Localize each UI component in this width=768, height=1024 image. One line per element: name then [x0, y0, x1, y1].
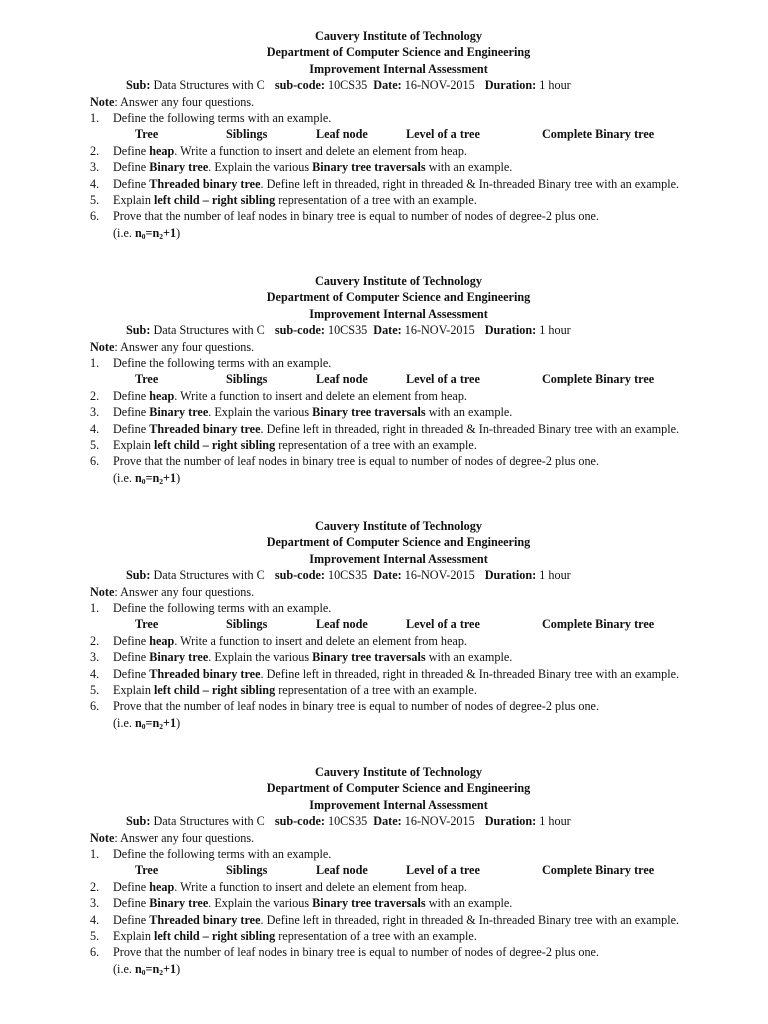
duration-value: 1 hour: [539, 78, 571, 93]
question-text-part: Explain: [113, 438, 154, 453]
question-text-part: . Define left in threaded, right in threaded & In-threaded Binary tree with an example.: [260, 421, 680, 436]
institute-name: Cauvery Institute of Technology: [315, 274, 482, 288]
question-5: [90, 437, 710, 453]
term-siblings: Siblings: [226, 127, 268, 142]
question-text-part: representation of a tree with an example.: [275, 683, 477, 698]
question-text-part: Define: [113, 879, 150, 894]
question-4: [90, 912, 710, 928]
term-leaf-node: Leaf node: [316, 372, 368, 387]
question-text-part: . Define left in threaded, right in threaded & In-threaded Binary tree with an example.: [260, 176, 680, 191]
exam-details-line: [90, 322, 710, 338]
question-keyword: Binary tree: [149, 650, 209, 665]
question-keyword: Threaded binary tree: [149, 912, 261, 927]
formula-plus-one: +1: [163, 225, 177, 240]
question-number: 2.: [90, 143, 100, 158]
term-complete-binary-tree: Complete Binary tree: [542, 127, 655, 142]
question-number: 6.: [90, 699, 100, 714]
question-keyword: heap: [149, 143, 175, 158]
question-number: 4.: [90, 666, 100, 681]
instructions-note: [90, 94, 710, 110]
institute-name: Cauvery Institute of Technology: [315, 29, 482, 43]
question-number: 2.: [90, 879, 100, 894]
formula-subscript-0: 0: [141, 476, 146, 486]
instructions-note: [90, 584, 710, 600]
exam-details-line: [90, 77, 710, 93]
question-text-part: . Explain the various: [208, 160, 313, 175]
subject-value: Data Structures with C: [153, 814, 265, 829]
term-tree: Tree: [135, 863, 159, 878]
question-keyword: left child – right sibling: [153, 683, 276, 698]
question-paper-block: [90, 764, 710, 977]
question-number: 3.: [90, 160, 100, 175]
question-text-part: with an example.: [425, 650, 513, 665]
formula-line: [90, 470, 710, 486]
formula-paren-open: (i.e.: [113, 715, 135, 730]
question-keyword: Binary tree traversals: [312, 405, 426, 420]
question-4: [90, 176, 710, 192]
formula-subscript-2: 2: [159, 967, 164, 977]
term-tree: Tree: [135, 617, 159, 632]
institute-name: Cauvery Institute of Technology: [315, 519, 482, 533]
subject-code-value: 10CS35: [327, 568, 368, 583]
formula-expression: [135, 226, 176, 240]
assessment-title: Improvement Internal Assessment: [309, 797, 488, 812]
question-keyword: Threaded binary tree: [149, 421, 261, 436]
question-text-part: . Explain the various: [208, 650, 313, 665]
exam-details-line: [90, 567, 710, 583]
duration-value: 1 hour: [539, 814, 571, 829]
formula-paren-open: (i.e.: [113, 470, 135, 485]
question-keyword: Threaded binary tree: [149, 176, 261, 191]
question-number: 5.: [90, 193, 100, 208]
subject-code-value: 10CS35: [327, 323, 368, 338]
question-3: [90, 404, 710, 420]
formula-n: n: [135, 470, 142, 485]
terms-row: [90, 862, 710, 878]
subject-label: Sub:: [126, 78, 151, 93]
question-number: 6.: [90, 454, 100, 469]
question-text-part: Define: [113, 896, 150, 911]
question-6: [90, 944, 710, 960]
term-complete-binary-tree: Complete Binary tree: [542, 617, 655, 632]
question-text-part: . Write a function to insert and delete an element from heap.: [174, 879, 467, 894]
formula-subscript-2: 2: [159, 721, 164, 731]
instructions-note: [90, 339, 710, 355]
formula-subscript-0: 0: [141, 231, 146, 241]
formula-expression: [135, 716, 176, 730]
date-label: Date:: [373, 323, 402, 338]
question-text-part: Define: [113, 388, 150, 403]
formula-equals-n: =n: [145, 470, 160, 485]
question-text: Prove that the number of leaf nodes in binary tree is equal to number of nodes of degree-2 plus one.: [113, 945, 600, 960]
note-label: Note: [90, 94, 115, 109]
date-label: Date:: [373, 568, 402, 583]
question-1: [90, 600, 710, 616]
note-text: : Answer any four questions.: [114, 584, 255, 599]
duration-label: Duration:: [484, 78, 537, 93]
question-2: [90, 879, 710, 895]
question-3: [90, 895, 710, 911]
subject-value: Data Structures with C: [153, 78, 265, 93]
question-text-part: Define: [113, 666, 150, 681]
question-text-part: with an example.: [425, 160, 513, 175]
question-5: [90, 928, 710, 944]
note-text: : Answer any four questions.: [114, 94, 255, 109]
formula-n: n: [135, 961, 142, 976]
term-leaf-node: Leaf node: [316, 863, 368, 878]
question-text-part: . Write a function to insert and delete an element from heap.: [174, 633, 467, 648]
question-text: Define the following terms with an example.: [113, 111, 332, 126]
question-keyword: Binary tree: [149, 896, 209, 911]
subject-label: Sub:: [126, 323, 151, 338]
question-text-part: representation of a tree with an example.: [275, 193, 477, 208]
formula-plus-one: +1: [163, 715, 177, 730]
question-keyword: Threaded binary tree: [149, 666, 261, 681]
question-text-part: with an example.: [425, 405, 513, 420]
formula-plus-one: +1: [163, 961, 177, 976]
question-text-part: Define: [113, 912, 150, 927]
question-keyword: left child – right sibling: [153, 193, 276, 208]
assessment-title: Improvement Internal Assessment: [309, 61, 488, 76]
question-text: Define the following terms with an example.: [113, 601, 332, 616]
question-6: [90, 208, 710, 224]
formula-subscript-0: 0: [141, 721, 146, 731]
question-keyword: heap: [149, 633, 175, 648]
duration-label: Duration:: [484, 568, 537, 583]
subject-code-value: 10CS35: [327, 814, 368, 829]
question-number: 5.: [90, 929, 100, 944]
formula-plus-one: +1: [163, 470, 177, 485]
formula-line: [90, 225, 710, 241]
question-text-part: Define: [113, 650, 150, 665]
question-5: [90, 192, 710, 208]
question-text-part: Explain: [113, 193, 154, 208]
note-text: : Answer any four questions.: [114, 830, 255, 845]
subject-code-label: sub-code:: [274, 814, 325, 829]
question-number: 1.: [90, 356, 100, 371]
exam-details-line: [90, 813, 710, 829]
question-text-part: representation of a tree with an example.: [275, 929, 477, 944]
subject-code-label: sub-code:: [274, 568, 325, 583]
term-tree: Tree: [135, 372, 159, 387]
department-name: Department of Computer Science and Engineering: [266, 290, 531, 305]
question-text-part: Explain: [113, 683, 154, 698]
formula-paren-open: (i.e.: [113, 961, 135, 976]
question-1: [90, 355, 710, 371]
subject-code-label: sub-code:: [274, 323, 325, 338]
subject-value: Data Structures with C: [153, 323, 265, 338]
note-text: : Answer any four questions.: [114, 339, 255, 354]
question-number: 1.: [90, 601, 100, 616]
term-level-of-a-tree: Level of a tree: [406, 617, 480, 632]
question-number: 1.: [90, 111, 100, 126]
question-text-part: Define: [113, 421, 150, 436]
question-text: Prove that the number of leaf nodes in binary tree is equal to number of nodes of degree-2 plus one.: [113, 209, 600, 224]
term-leaf-node: Leaf node: [316, 127, 368, 142]
terms-row: [90, 126, 710, 142]
terms-row: [90, 371, 710, 387]
formula-expression: [135, 471, 176, 485]
formula-equals-n: =n: [145, 715, 160, 730]
question-number: 1.: [90, 847, 100, 862]
formula-equals-n: =n: [145, 225, 160, 240]
question-keyword: Binary tree traversals: [312, 650, 426, 665]
date-value: 16-NOV-2015: [404, 78, 475, 93]
question-6: [90, 698, 710, 714]
question-text-part: . Explain the various: [208, 896, 313, 911]
subject-code-label: sub-code:: [274, 78, 325, 93]
question-number: 4.: [90, 421, 100, 436]
question-number: 5.: [90, 683, 100, 698]
question-2: [90, 388, 710, 404]
term-level-of-a-tree: Level of a tree: [406, 863, 480, 878]
question-text-part: Define: [113, 405, 150, 420]
question-keyword: heap: [149, 388, 175, 403]
term-complete-binary-tree: Complete Binary tree: [542, 863, 655, 878]
formula-n: n: [135, 225, 142, 240]
formula-equals-n: =n: [145, 961, 160, 976]
question-number: 3.: [90, 405, 100, 420]
question-text-part: . Write a function to insert and delete an element from heap.: [174, 143, 467, 158]
question-keyword: Binary tree traversals: [312, 896, 426, 911]
department-name: Department of Computer Science and Engineering: [266, 535, 531, 550]
question-paper-block: [90, 28, 710, 241]
question-text-part: representation of a tree with an example.: [275, 438, 477, 453]
term-tree: Tree: [135, 127, 159, 142]
term-complete-binary-tree: Complete Binary tree: [542, 372, 655, 387]
subject-value: Data Structures with C: [153, 568, 265, 583]
term-level-of-a-tree: Level of a tree: [406, 127, 480, 142]
formula-expression: [135, 962, 176, 976]
date-label: Date:: [373, 78, 402, 93]
duration-label: Duration:: [484, 323, 537, 338]
note-label: Note: [90, 830, 115, 845]
question-keyword: Binary tree: [149, 160, 209, 175]
note-label: Note: [90, 584, 115, 599]
assessment-title: Improvement Internal Assessment: [309, 551, 488, 566]
question-6: [90, 453, 710, 469]
question-text-part: . Define left in threaded, right in threaded & In-threaded Binary tree with an example.: [260, 666, 680, 681]
duration-value: 1 hour: [539, 568, 571, 583]
question-text: Define the following terms with an example.: [113, 847, 332, 862]
formula-n: n: [135, 715, 142, 730]
department-name: Department of Computer Science and Engineering: [266, 45, 531, 60]
question-keyword: left child – right sibling: [153, 929, 276, 944]
note-label: Note: [90, 339, 115, 354]
question-1: [90, 846, 710, 862]
question-text-part: . Explain the various: [208, 405, 313, 420]
terms-row: [90, 616, 710, 632]
date-value: 16-NOV-2015: [404, 814, 475, 829]
question-4: [90, 421, 710, 437]
term-leaf-node: Leaf node: [316, 617, 368, 632]
question-number: 4.: [90, 176, 100, 191]
question-2: [90, 633, 710, 649]
formula-paren-open: (i.e.: [113, 225, 135, 240]
duration-value: 1 hour: [539, 323, 571, 338]
question-2: [90, 143, 710, 159]
formula-line: [90, 715, 710, 731]
question-text-part: . Write a function to insert and delete an element from heap.: [174, 388, 467, 403]
question-number: 5.: [90, 438, 100, 453]
question-text-part: Define: [113, 176, 150, 191]
subject-label: Sub:: [126, 568, 151, 583]
question-text-part: Explain: [113, 929, 154, 944]
question-number: 3.: [90, 650, 100, 665]
formula-subscript-0: 0: [141, 967, 146, 977]
question-text-part: Define: [113, 160, 150, 175]
question-3: [90, 649, 710, 665]
question-paper-block: [90, 518, 710, 731]
department-name: Department of Computer Science and Engineering: [266, 781, 531, 796]
formula-subscript-2: 2: [159, 476, 164, 486]
question-number: 6.: [90, 209, 100, 224]
formula-subscript-2: 2: [159, 231, 164, 241]
question-number: 3.: [90, 896, 100, 911]
question-4: [90, 666, 710, 682]
question-number: 2.: [90, 633, 100, 648]
question-5: [90, 682, 710, 698]
question-keyword: left child – right sibling: [153, 438, 276, 453]
formula-paren-close: ): [176, 225, 181, 240]
subject-label: Sub:: [126, 814, 151, 829]
term-siblings: Siblings: [226, 863, 268, 878]
question-number: 6.: [90, 945, 100, 960]
duration-label: Duration:: [484, 814, 537, 829]
question-text: Prove that the number of leaf nodes in binary tree is equal to number of nodes of degree-2 plus one.: [113, 699, 600, 714]
formula-paren-close: ): [176, 470, 181, 485]
term-siblings: Siblings: [226, 372, 268, 387]
question-3: [90, 159, 710, 175]
question-text-part: . Define left in threaded, right in threaded & In-threaded Binary tree with an example.: [260, 912, 680, 927]
question-text: Prove that the number of leaf nodes in binary tree is equal to number of nodes of degree-2 plus one.: [113, 454, 600, 469]
question-1: [90, 110, 710, 126]
term-siblings: Siblings: [226, 617, 268, 632]
formula-line: [90, 961, 710, 977]
question-keyword: Binary tree: [149, 405, 209, 420]
question-number: 4.: [90, 912, 100, 927]
formula-paren-close: ): [176, 715, 181, 730]
question-text: Define the following terms with an example.: [113, 356, 332, 371]
subject-code-value: 10CS35: [327, 78, 368, 93]
term-level-of-a-tree: Level of a tree: [406, 372, 480, 387]
question-paper-block: [90, 273, 710, 486]
date-label: Date:: [373, 814, 402, 829]
question-text-part: with an example.: [425, 896, 513, 911]
date-value: 16-NOV-2015: [404, 568, 475, 583]
date-value: 16-NOV-2015: [404, 323, 475, 338]
formula-paren-close: ): [176, 961, 181, 976]
question-text-part: Define: [113, 633, 150, 648]
institute-name: Cauvery Institute of Technology: [315, 765, 482, 779]
instructions-note: [90, 830, 710, 846]
assessment-title: Improvement Internal Assessment: [309, 306, 488, 321]
question-number: 2.: [90, 388, 100, 403]
question-text-part: Define: [113, 143, 150, 158]
question-keyword: heap: [149, 879, 175, 894]
question-keyword: Binary tree traversals: [312, 160, 426, 175]
